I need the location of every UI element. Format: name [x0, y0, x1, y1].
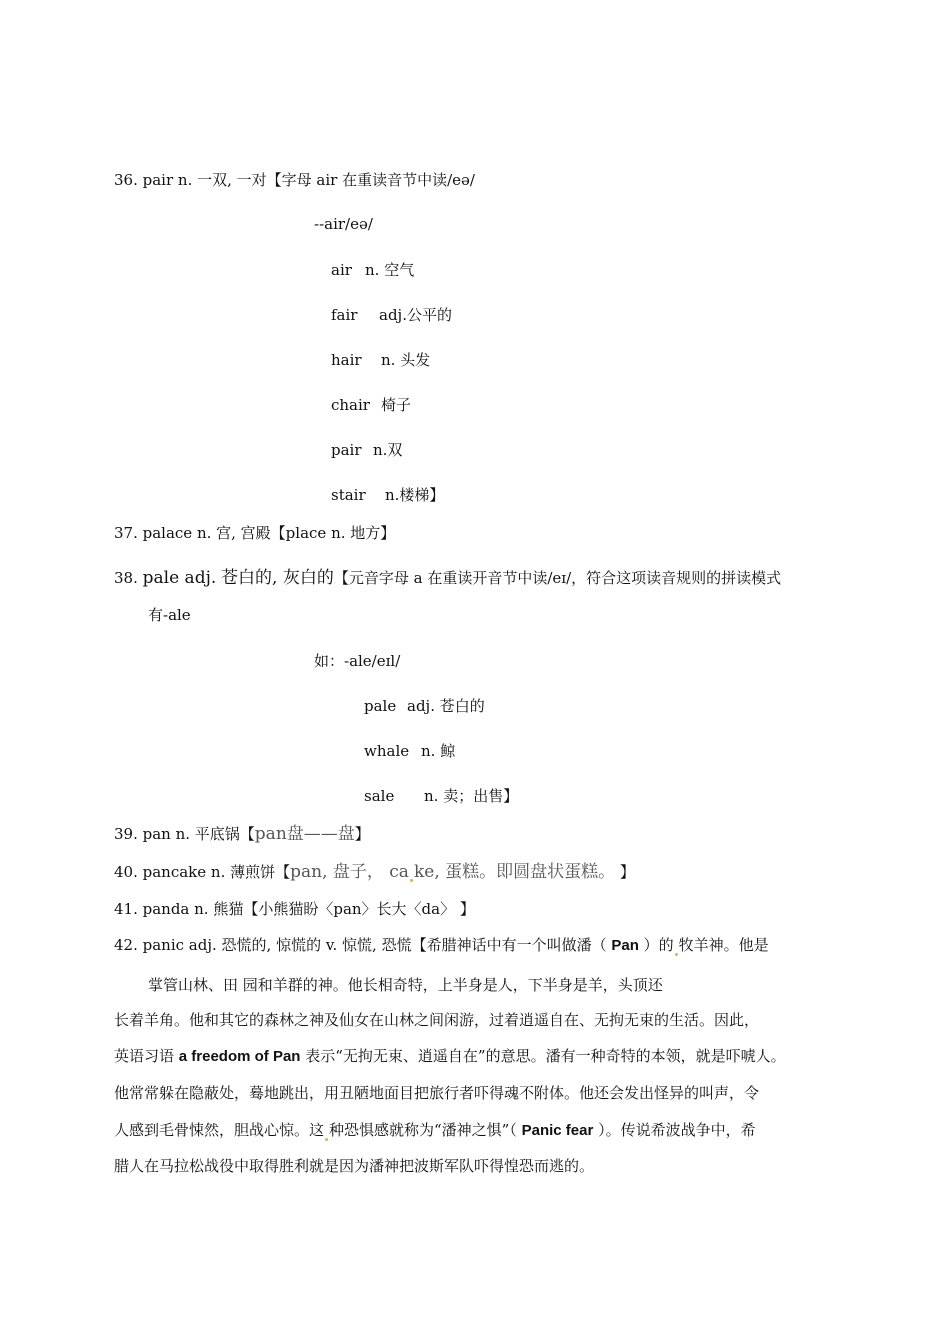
- entry-36-word: stair n.楼梯】: [331, 486, 445, 504]
- entry-38-continuation: 有-ale: [148, 606, 191, 624]
- entry-36-word: fair adj.公平的: [331, 306, 452, 324]
- entry-42-line-1: 42. panic adj. 恐慌的, 惊慌的 v. 惊慌, 恐慌【希腊神话中有一个叫做潘（ Pan ）的 牧羊神。他是: [114, 936, 769, 954]
- mark-dot-icon: [410, 879, 413, 882]
- entry-39: 39. pan n. 平底锅【pan盘——盘】: [114, 824, 370, 844]
- entry-36-heading: 36. pair n. 一双, 一对【字母 air 在重读音节中读/eə/: [114, 171, 475, 189]
- entry-42-line-4: 英语习语 a freedom of Pan 表示“无拘无束、逍遥自在”的意思。潘有一种奇特的本领，就是吓唬人。: [114, 1047, 786, 1065]
- entry-38-word: sale n. 卖；出售】: [364, 787, 519, 805]
- entry-40: 40. pancake n. 薄煎饼【pan, 盘子， ca ke, 蛋糕。即圆盘状蛋糕。 】: [114, 862, 635, 882]
- entry-38-pattern: 如：-ale/eɪl/: [314, 652, 401, 670]
- entry-36-pattern: --air/eə/: [314, 215, 373, 233]
- entry-42-line-2: 掌管山林、田 园和羊群的神。他长相奇特，上半身是人，下半身是羊，头顶还: [148, 976, 663, 994]
- entry-41: 41. panda n. 熊猫【小熊猫盼〈pan〉长大〈da〉 】: [114, 900, 475, 918]
- mark-dot-icon: [675, 953, 678, 956]
- entry-36-word: chair 椅子: [331, 396, 412, 414]
- entry-42-line-7: 腊人在马拉松战役中取得胜利就是因为潘神把波斯军队吓得惶恐而逃的。: [114, 1157, 595, 1175]
- entry-38-heading: 38. pale adj. 苍白的, 灰白的【元音字母 a 在重读开音节中读/eɪ/，符合这项读音规则的拼读模式: [114, 568, 782, 588]
- entry-42-line-6: 人感到毛骨悚然，胆战心惊。这 种恐惧感就称为“潘神之惧”（ Panic fear ）。传说希波战争中，希: [114, 1121, 756, 1139]
- entry-36-word: hair n. 头发: [331, 351, 431, 369]
- entry-42-line-3: 长着羊角。他和其它的森林之神及仙女在山林之间闲游，过着逍遥自在、无拘无束的生活。因此，: [114, 1011, 760, 1029]
- entry-36-word: air n. 空气: [331, 261, 415, 279]
- entry-38-word: whale n. 鲸: [364, 742, 456, 760]
- entry-36-word: pair n.双: [331, 441, 403, 459]
- mark-dot-icon: [325, 1138, 328, 1141]
- entry-38-word: pale adj. 苍白的: [364, 697, 485, 715]
- entry-37: 37. palace n. 宫, 宫殿【place n. 地方】: [114, 524, 396, 542]
- entry-42-line-5: 他常常躲在隐蔽处，蓦地跳出，用丑陋地面目把旅行者吓得魂不附体。他还会发出怪异的叫声，令: [114, 1084, 760, 1102]
